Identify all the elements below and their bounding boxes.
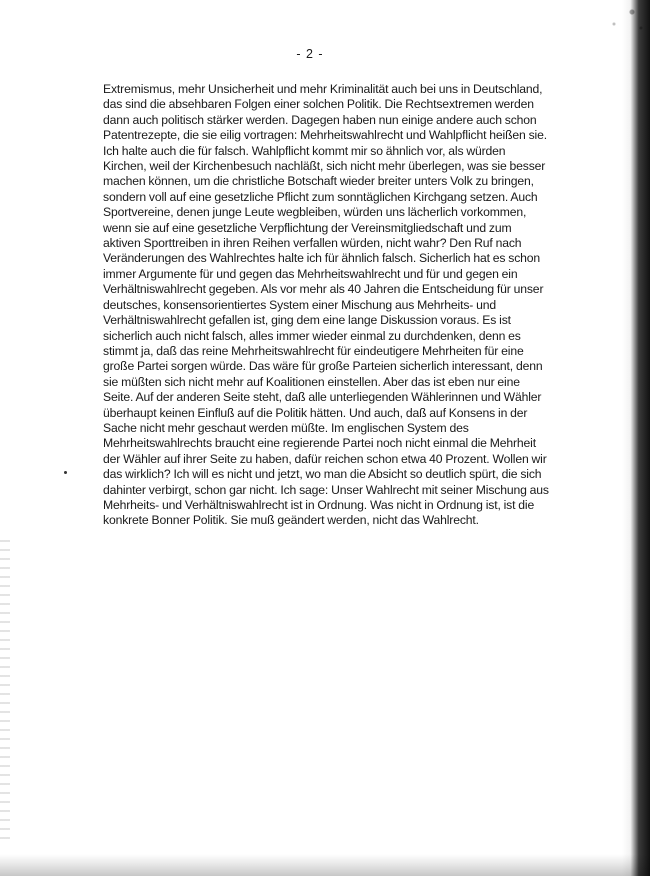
text-line: konkrete Bonner Politik. Sie muß geändert werden, nicht das Wahlrecht. <box>103 513 479 528</box>
text-line: Seite. Auf der anderen Seite steht, daß alle unterliegenden Wählerinnen und Wähler <box>103 390 542 405</box>
text-line: Veränderungen des Wahlrechtes halte ich für ähnlich falsch. Sicherlich hat es schon <box>103 251 541 266</box>
text-line: dahinter verbirgt, schon gar nicht. Ich sage: Unser Wahlrecht mit seiner Mischung aus <box>103 482 549 497</box>
page-number: - 2 - <box>296 47 324 61</box>
text-line: sondern voll auf eine gesetzliche Pflicht zum sonntäglichen Kirchgang setzen. Auch <box>103 189 538 204</box>
text-line: Mehrheitswahlrechts braucht eine regierende Partei noch nicht einmal die Mehrheit <box>103 436 536 451</box>
text-line: Verhältniswahlrecht gefallen ist, ging dem eine lange Diskussion voraus. Es ist <box>103 313 511 328</box>
text-line: immer Argumente für und gegen das Mehrheitswahlrecht und für und gegen ein <box>103 266 518 281</box>
scan-speck <box>64 471 67 474</box>
text-line: Mehrheits- und Verhältniswahlrecht ist in Ordnung. Was nicht in Ordnung ist, ist die <box>103 497 535 512</box>
text-line: der Wähler auf ihrer Seite zu haben, dafür reichen schon etwa 40 Prozent. Wollen wir <box>103 451 547 466</box>
text-line: das wirklich? Ich will es nicht und jetzt, wo man die Absicht so deutlich spürt, die sich <box>103 467 542 482</box>
text-line: deutsches, konsensorientiertes System einer Mischung aus Mehrheits- und <box>103 297 497 312</box>
text-line: Kirchen, weil der Kirchenbesuch nachläßt, sich nicht mehr überlegen, was sie besser <box>103 159 546 174</box>
text-line: dann auch politisch stärker werden. Dagegen haben nun einige andere auch schon <box>103 112 537 127</box>
body-paragraph <box>103 82 549 529</box>
text-line: Sportvereine, denen junge Leute wegbleiben, würden uns lächerlich vorkommen, <box>103 205 527 220</box>
text-line: stimmt ja, daß das reine Mehrheitswahlrecht für eindeutigere Mehrheiten für eine <box>103 343 524 358</box>
text-line: große Partei sorgen würde. Das wäre für große Parteien sicherlich interessant, denn <box>103 359 543 374</box>
text-line: aktiven Sporttreiben in ihren Reihen verfallen würden, nicht wahr? Den Ruf nach <box>103 236 522 251</box>
scan-edge-right <box>622 0 650 876</box>
text-line: sie müßten sich nicht mehr auf Koalitionen einstellen. Aber das ist eben nur eine <box>103 374 520 389</box>
scan-noise-left <box>0 540 10 840</box>
text-line: das sind die absehbaren Folgen einer solchen Politik. Die Rechtsextremen werden <box>103 97 534 112</box>
text-line: sicherlich auch nicht falsch, alles immer wieder einmal zu durchdenken, denn es <box>103 328 521 343</box>
text-line: Ich halte auch die für falsch. Wahlpflicht kommt mir so ähnlich vor, als würden <box>103 143 506 158</box>
scan-noise-top-right <box>590 0 650 40</box>
text-line: Patentrezepte, die sie eilig vortragen: Mehrheitswahlrecht und Wahlpflicht heißen sie. <box>103 128 547 143</box>
text-line: machen können, um die christliche Botschaft wieder breiter unters Volk zu bringen, <box>103 174 534 189</box>
text-line: Extremismus, mehr Unsicherheit und mehr Kriminalität auch bei uns in Deutschland, <box>103 82 543 96</box>
text-line: wenn sie auf eine gesetzliche Verpflichtung der Vereinsmitgliedschaft und zum <box>103 220 512 235</box>
text-line: Sache nicht mehr geschaut werden müßte. Im englischen System des <box>103 420 469 435</box>
text-line: Verhältniswahlrecht gegeben. Als vor mehr als 40 Jahren die Entscheidung für unser <box>103 282 544 297</box>
text-line: überhaupt keinen Einfluß auf die Politik hätten. Und auch, daß auf Konsens in der <box>103 405 528 420</box>
scan-edge-bottom <box>0 854 650 876</box>
